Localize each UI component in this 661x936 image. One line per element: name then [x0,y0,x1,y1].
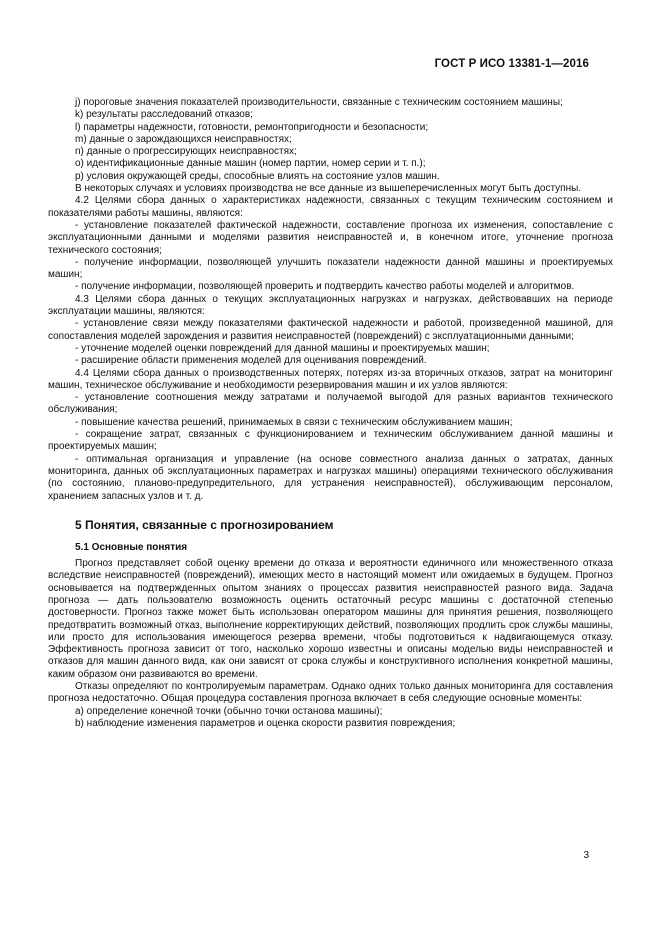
document-header-title: ГОСТ Р ИСО 13381-1—2016 [434,58,589,70]
clause-4-3-item: - уточнение моделей оценки повреждений для данной машины и проектируемых машин; [75,342,490,354]
list-item-a: a) определение конечной точки (обычно точки останова машины); [75,705,383,717]
section-5-paragraph: Отказы определяют по контролируемым параметрам. Однако одних только данных мониторинга для составления прогноза недостаточно. Общая процедура составления прогноза включает в себя следующие основные моменты: [48,681,613,705]
list-item-k: k) результаты расследований отказов; [75,109,253,121]
subsection-5-1-heading: 5.1 Основные понятия [75,541,188,553]
clause-4-4-item: - повышение качества решений, принимаемых в связи с техническим обслуживанием машин; [75,416,513,428]
list-item-l: l) параметры надежности, готовности, ремонтопригодности и безопасности; [75,121,429,133]
list-item-m: m) данные о зарождающихся неисправностях; [75,133,292,145]
clause-4-2-item: - получение информации, позволяющей проверить и подтвердить качество работы моделей и алгоритмов. [75,281,575,293]
clause-4-4-item: - оптимальная организация и управление (на основе совместного анализа данных о затратах, данных мониторинга, данных об эксплуатационных параметрах и нагрузках машины) операциями технического обслуживания (по состоянию, планово-предупредительного, для устранения неисправностей), обслуживающим персоналом, хранением запасных узлов и т. д. [48,453,613,502]
clause-4-3-intro: 4.3 Целями сбора данных о текущих эксплуатационных нагрузках и нагрузках, действовавших на периоде эксплуатации машины, являются: [48,293,613,318]
page-number: 3 [583,850,589,861]
clause-4-4-item: - установление соотношения между затратами и получаемой выгодой для разных вариантов технического обслуживания; [48,392,613,416]
clause-4-3-item: - установление связи между показателями фактической надежности и работой, произведенной машиной, для сопоставления моделей зарождения и развития неисправностей (повреждений) с эксплуатационными данными; [48,318,613,342]
clause-4-2-intro: 4.2 Целями сбора данных о характеристиках надежности, связанных с текущим техническим состоянием и показателями работы машины, являются: [48,195,613,219]
paragraph-data-availability: В некоторых случаях и условиях производства не все данные из вышеперечисленных могут быть доступны. [75,183,582,195]
section-5-paragraph: Прогноз представляет собой оценку времени до отказа и вероятности единичного или множественного отказа вследствие неисправностей (повреждений), имеющих место в настоящий момент или ожидаемых в будущем. Прогноз основывается на подтвержденных опытом знаниях о процессах развития неисправностей разного вида. Задача прогноза — дать пользователю возможность оценить остаточный ресурс машины с достаточной степенью достоверности. Прогноз также может быть использован оператором машины для принятия решения, позволяющего предотвратить возможный отказ, выполнение корректирующих действий, позволяющих продлить срок службы машины, или просто для использования имеющегося резерва времени, чтобы подготовиться к надвигающемуся отказу. Эффективность прогноза зависит от того, насколько хорошо известны и описаны моделью виды неисправностей и отказов для машин данного вида, как они зависят от срока службы и конструктивного исполнения конкретной машины, каким образом они развиваются во времени. [48,558,613,680]
list-item-o: o) идентификационные данные машин (номер партии, номер серии и т. п.); [75,158,426,170]
clause-4-2-item: - установление показателей фактической надежности, составление прогноза их изменения, сопоставление с эксплуатационными данными и моделями развития неисправностей и, в конечном итоге, уточнение прогноза технического состояния; [48,219,613,256]
clause-4-4-intro: 4.4 Целями сбора данных о производственных потерях, потерях из-за вторичных отказов, затрат на мониторинг машин, техническое обслуживание и необходимости резервирования машин и их узлов являются: [48,367,613,391]
clause-4-4-item: - сокращение затрат, связанных с функционированием и техническим обслуживанием данной машины и проектируемых машин; [48,429,613,453]
list-item-b: b) наблюдение изменения параметров и оценка скорости развития повреждения; [75,717,456,729]
list-item-j: j) пороговые значения показателей производительности, связанные с техническим состоянием машины; [75,97,563,108]
list-item-n: n) данные о прогрессирующих неисправностях; [75,146,297,158]
document-body [48,97,613,730]
clause-4-2-item: - получение информации, позволяющей улучшить показатели надежности данной машины и проектируемых машин; [48,256,613,281]
section-5-heading: 5 Понятия, связанные с прогнозированием [75,517,334,532]
list-item-p: p) условия окружающей среды, способные влиять на состояние узлов машин. [75,170,440,182]
clause-4-3-item: - расширение области применения моделей для оценивания повреждений. [75,355,427,367]
